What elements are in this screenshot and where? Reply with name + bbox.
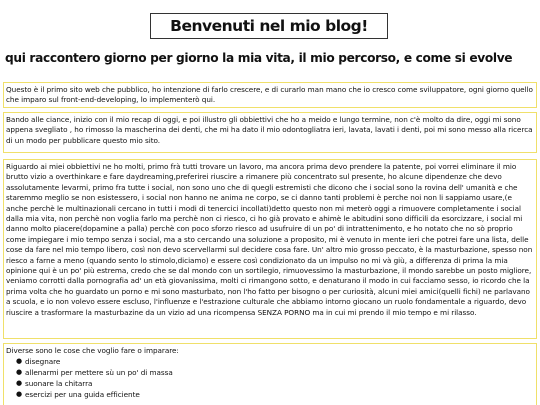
- blog-subtitle: qui raccontero giorno per giorno la mia vita, il mio percorso, e come si evolve: [5, 51, 513, 65]
- bullet-icon: ●: [16, 379, 23, 388]
- post-intro: [3, 82, 537, 108]
- list-item-label: disegnare: [25, 357, 61, 367]
- list-item-label: allenarmi per mettere sù un po' di massa: [25, 368, 173, 378]
- todo-list-intro: Diverse sono le cose che voglio fare o imparare:: [6, 346, 179, 355]
- list-item-label: suonare la chitarra: [25, 379, 93, 389]
- bullet-icon: ●: [16, 390, 23, 399]
- post-text: Questo è il primo sito web che pubblico, ho intenzione di farlo crescere, e di curarlo man mano che io cresco come sviluppatore, ogni giorno quello che imparo sul front-end-developing, lo implementerò qui.: [6, 85, 533, 105]
- blog-title: Benvenuti nel mio blog!: [170, 17, 368, 35]
- post-daily-recap: [3, 112, 537, 153]
- bullet-icon: ●: [16, 357, 23, 366]
- todo-list: [6, 356, 534, 400]
- list-item-label: esercizi per una guida efficiente: [25, 390, 140, 400]
- list-item: [16, 367, 534, 378]
- post-todo-list: [3, 343, 537, 405]
- post-text: Riguardo ai miei obbiettivi ne ho molti, primo frà tutti trovare un lavoro, ma ancora prima devo prendere la patente, poi vorrei eliminare il mio brutto vizio a overthinkare e fare daydreaming,preferirei riuscire a rimanere più concentrato sul presente, ho alcune dipendenze che devo assolutamente levarmi, primo fra tutte i social, non sono uno che di quegli estremisti che dicono che i social sono la rovina dell' umanità e che staremmo meglio se non esistessero, i social non hanno ne anima ne corpo, se ci danno tanti problemi è perche noi non li sappiamo usare,(e anche perchè le multinazionali cercano in tutti i modi di tenercici incollati)detto questo non mi meterò oggi a rimuovere completamente i social dalla mia vita, non perchè non voglia farlo ma perchè non ci riesco, ci ho già provato e ahimè le abitudini sono difficili da esorcizzare, i social mi danno molto piacere(dopamine a palla) perchè con poco sforzo riesco ad usufruire di un po' di intrattenimento, e ho notato che no sò proprio come impiegare i mio tempo senza i social, ma a sto cercando una soluzione a proposito, mi è venuto in mente ieri che potrei fare una lista, delle cose da fare nel mio tempo libero, così non devo scervellarmi sul decidere cosa fare. Un' altro mio grosso peccato, è la masturbazione, spesso non riesco a farne a meno (quando sento lo stimolo,diciamo) e essere così condizionato da un impulso no mi và giù, a differenza di prima la mia opinione qui è un po' più estrema, credo che se dal mondo con un sortilegio, rimuovessimo la masturbazione, il mondo sarebbe un posto migliore, veniamo corrotti dalla pornografia ad' un età giovanissima, molti ci rimangono sotto, e denaturano il modo in cui facciamo sesso, io ricordo che la prima volta che ho guardato un porno e mi sono masturbato, non l'ho fatto per bisogno o per curiosità, alcuni miei amici(quelli fichi) ne parlavano a scuola, e io non volevo essere escluso, l'influenze e l'estrazione culturale che abbiamo intorno giocano un ruolo fondamentale a riguardo, devo riuscire a trasformare la masturbazine da un vizio ad una ricompensa SENZA PORNO ma in cui mi prendo il mio tempo e mi rilasso.: [6, 162, 533, 317]
- list-item: [16, 356, 534, 367]
- list-item: [16, 378, 534, 389]
- post-text: Bando alle ciance, inizio con il mio recap di oggi, e poi illustro gli obbiettivi che ho a meido e lungo termine, non c'è molto da dire, oggi mi sono appena svegliato , ho rimosso la mascherina dei denti, che mi ha dato il mio odontogliatra ieri, lavata, lavati i denti, poi mi sono messo alla ricerca di un modo per pubblicare questo mio sito.: [6, 115, 533, 145]
- list-item: [16, 389, 534, 400]
- blog-title-box: [150, 13, 388, 39]
- bullet-icon: ●: [16, 368, 23, 377]
- post-goals: [3, 159, 537, 339]
